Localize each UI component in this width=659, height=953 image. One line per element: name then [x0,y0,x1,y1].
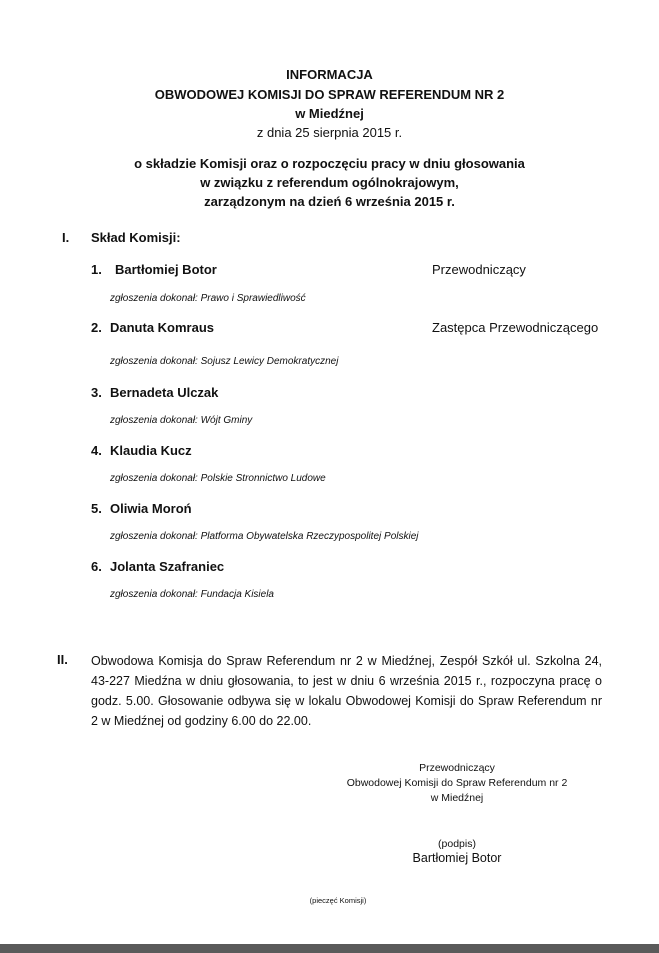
member-number: 5. [91,501,102,516]
member-name: Bartłomiej Botor [115,262,217,277]
member-number: 3. [91,385,102,400]
member-number: 1. [91,262,102,277]
member-nomination-note: zgłoszenia dokonał: Wójt Gminy [110,415,253,426]
member-name: Oliwia Moroń [110,501,192,516]
signature-location: w Miedźnej [430,792,484,804]
location: w Miedźnej [295,106,364,121]
subject-line-2: w związku z referendum ogólnokrajowym, [200,175,459,190]
section-2-paragraph: Obwodowa Komisja do Spraw Referendum nr 2 w Miedźnej, Zespół Szkół ul. Szkolna 24, 43-227 Miedźna w dniu głosowania, to jest w dniu 6 września 2015 r., rozpoczyna pracę o godz. 5.00. Głosowanie odbywa się w lokalu Obwodowej Komisji do Spraw Referendum nr 2 w Miedźnej od godziny 6.00 do 22.00. [91,654,602,728]
member-nomination-note: zgłoszenia dokonał: Sojusz Lewicy Demokratycznej [110,356,339,367]
member-name: Bernadeta Ulczak [110,385,219,400]
member-number: 2. [91,320,102,335]
member-name: Klaudia Kucz [110,443,192,458]
member-nomination-note: zgłoszenia dokonał: Polskie Stronnictwo Ludowe [110,473,326,484]
member-role: Zastępca Przewodniczącego [432,320,599,335]
page-bottom-bar [0,944,659,953]
member-nomination-note: zgłoszenia dokonał: Platforma Obywatelska Rzeczypospolitej Polskiej [110,531,419,542]
signature-title: Przewodniczący [419,762,495,774]
section-2-numeral: II. [57,652,68,667]
subject-line-3: zarządzonym na dzień 6 września 2015 r. [204,194,455,209]
member-number: 6. [91,559,102,574]
subject-line-1: o składzie Komisji oraz o rozpoczęciu pracy w dniu głosowania [134,156,525,171]
member-nomination-note: zgłoszenia dokonał: Prawo i Sprawiedliwość [110,293,306,304]
member-name: Danuta Komraus [110,320,215,335]
section-1-title: Skład Komisji: [91,230,181,245]
member-nomination-note: zgłoszenia dokonał: Fundacja Kisiela [110,589,274,600]
document-date: z dnia 25 sierpnia 2015 r. [256,125,403,140]
commission-name: OBWODOWEJ KOMISJI DO SPRAW REFERENDUM NR 2 [154,87,505,102]
signature-commission: Obwodowej Komisji do Spraw Referendum nr 2 [346,777,568,789]
document-title: INFORMACJA [286,67,373,82]
member-name: Jolanta Szafraniec [110,559,225,574]
signature-placeholder: (podpis) [438,838,476,850]
section-1-numeral: I. [62,230,70,245]
member-role: Przewodniczący [432,262,526,277]
signatory-name: Bartłomiej Botor [412,851,502,865]
member-number: 4. [91,443,102,458]
commission-stamp: (pieczęć Komisji) [309,896,367,905]
